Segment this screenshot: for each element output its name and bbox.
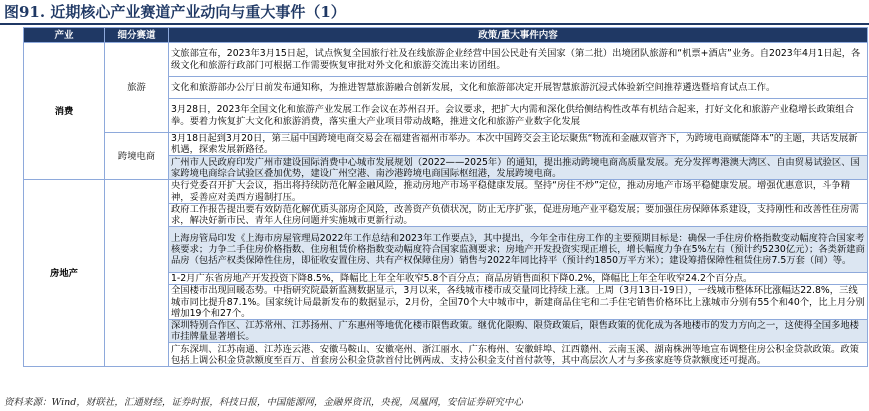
event-text: 全国楼市出现回暖态势。中指研究院最新监测数据显示，3月以来，各线城市楼市成交量同比持续上涨。上周（3月13日-19日），一线城市整体环比涨幅达22.8%，三线城市同比提升87.1%。国家统计局最新发布的数据显示，2月份，全国70个大中城市中，新建商品住宅和二手住宅销售价格环比上涨城市分别有55个和40个，比上月分别增加19个和27个。	[169, 285, 868, 320]
subsector-tourism: 旅游	[105, 43, 169, 133]
figure-title: 图91. 近期核心产业赛道产业动向与重大事件（1）	[4, 3, 346, 21]
event-text: 文化和旅游部办公厅日前发布通知称，为推进智慧旅游融合创新发展，文化和旅游部决定开展智慧旅游沉浸式体验新空间推荐遴选暨培育试点工作。	[169, 77, 868, 99]
subsector-real-estate-empty	[105, 180, 169, 367]
subsector-cross-border-ecommerce: 跨境电商	[105, 133, 169, 180]
table-row	[24, 180, 868, 203]
event-text: 3月28日，2023年全国文化和旅游产业发展工作会议在苏州召开。会议要求，把扩大内需和深化供给侧结构性改革有机结合起来，打好文化和旅游产业稳增长政策组合拳。要着力恢复扩大文化和旅游消费，落实重大产业项目带动战略，推进文化和旅游产业数字化发展	[169, 99, 868, 133]
header-industry: 产业	[24, 28, 105, 43]
events-table	[23, 27, 868, 367]
event-text: 广东深圳、江苏南通、江苏连云港、安徽马鞍山、安徽亳州、浙江丽水、广东梅州、安徽蚌埠、江西赣州、云南玉溪、湖南株洲等地宣布调整住房公积金贷款政策。政策包括上调公积金贷款额度至百万、首套房公积金贷款首付比例两成、支持公积金支付首付款等，其中高层次人才与多孩家庭等贷款额度还可提高。	[169, 343, 868, 367]
industry-consumption: 消费	[24, 43, 105, 180]
event-text: 上海房管局印发《上海市房屋管理局2022年工作总结和2023年工作要点》，其中提出，今年全市住房工作的主要预期目标是：确保一手住房价格指数变动幅度符合国家考核要求；力争二手住房价格指数、住房租赁价格指数变动幅度符合国家监测要求；房地产开发投资实现正增长，增长幅度力争在5%左右（预计约5230亿元）；各类新建商品房（包括产权类保障性住房，即征收安置住房、共有产权保障住房）销售与2022年同比持平（预计约1850万平方米）；建设筹措保障性租赁住房7.5万套（间）等。	[169, 227, 868, 273]
table-header-row	[24, 28, 868, 43]
industry-real-estate: 房地产	[24, 180, 105, 367]
event-text: 央行党委召开扩大会议，指出将持续防范化解金融风险，推动房地产市场平稳健康发展。坚持“房住不炒”定位，推动房地产市场平稳健康发展。增强优惠意识，斗争精神，妥善应对美西方遏制打压。	[169, 180, 868, 203]
header-content: 政策/重大事件内容	[169, 28, 868, 43]
table-row	[24, 133, 868, 156]
event-text: 深圳特别合作区、江苏常州、江苏扬州、广东惠州等地优化楼市限售政策。继优化限购、限贷政策后，限售政策的优化成为各地楼市的发力方向之一，这使得全国多地楼市挂牌量显著增长。	[169, 320, 868, 343]
source-note: 资料来源：Wind，财联社，汇通财经，证券时报，科技日报，中国能源网，金融界资讯，央视，凤凰网，安信证券研究中心	[4, 397, 523, 408]
event-text: 1-2月广东省房地产开发投资下降8.5%，降幅比上年全年收窄5.8个百分点；商品房销售面积下降0.2%，降幅比上年全年收窄24.2个百分点。	[169, 273, 868, 285]
event-text: 3月18日起到3月20日，第三届中国跨境电商交易会在福建省福州市举办。本次中国跨交会主论坛聚焦“物流和金融双管齐下，为跨境电商赋能降本”的主题，共话发展新机遇，探索发展新路径。	[169, 133, 868, 156]
table-row	[24, 43, 868, 77]
event-text: 文旅部宣布，2023年3月15日起，试点恢复全国旅行社及在线旅游企业经营中国公民赴有关国家（第二批）出境团队旅游和“机票+酒店”业务。自2023年4月1日起，各级文化和旅游行政部门可根据工作需要恢复审批对外文化和旅游交流出来访团组。	[169, 43, 868, 77]
header-subsector: 细分赛道	[105, 28, 169, 43]
event-text: 政府工作报告提出要有效防范化解优质头部房企风险，改善资产负债状况，防止无序扩张，促进房地产业平稳发展；要加强住房保障体系建设，支持刚性和改善性住房需求，解决好新市民、青年人住房问题并实施城市更新行动。	[169, 203, 868, 226]
event-text: 广州市人民政府印发广州市建设国际消费中心城市发展规划（2022——2025年）的通知，提出推动跨境电商高质量发展。充分发挥粤港澳大湾区、自由贸易试验区、国家跨境电商综合试验区叠加优势，建设广州空港、南沙港跨境电商国际枢纽港，发展跨境电商。	[169, 156, 868, 180]
title-rule	[0, 23, 869, 25]
